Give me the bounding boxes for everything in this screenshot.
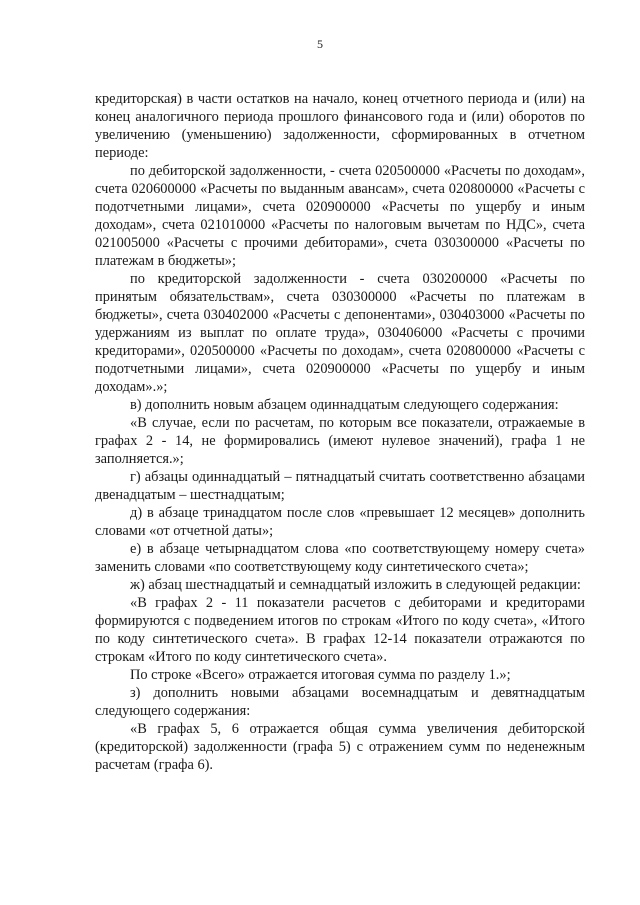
paragraph-4: в) дополнить новым абзацем одиннадцатым следующего содержания: <box>130 397 559 413</box>
paragraph-7: д) в абзаце тринадцатом после слов «превышает 12 месяцев» дополнить словами «от отчетной даты»; <box>95 505 585 539</box>
page-number: 5 <box>317 37 323 51</box>
paragraph-5: «В случае, если по расчетам, по которым все показатели, отражаемые в графах 2 - 14, не формировались (имеют нулевое значений), графа 1 не заполняется.»; <box>95 415 585 467</box>
paragraph-9: ж) абзац шестнадцатый и семнадцатый изложить в следующей редакции: <box>130 577 581 593</box>
paragraph-8: е) в абзаце четырнадцатом слова «по соответствующему номеру счета» заменить словами «по соответствующему коду синтетического счета»; <box>95 541 585 575</box>
paragraph-3: по кредиторской задолженности - счета 030200000 «Расчеты по принятым обязательствам», счета 030300000 «Расчеты по платежам в бюджеты», счета 030402000 «Расчеты с депонентами», 030403000 «Расчеты по удержаниям из выплат по оплате труда», 030406000 «Расчеты с прочими кредиторами», 020500000 «Расчеты по доходам», счета 020800000 «Расчеты с подотчетными лицами», счета 020900000 «Расчеты по ущербу и иным доходам».»; <box>95 271 585 395</box>
paragraph-1: кредиторская) в части остатков на начало, конец отчетного периода и (или) на конец аналогичного периода прошлого финансового года и (или) оборотов по увеличению (уменьшению) задолженности, сформированных в отчетном периоде: <box>95 91 585 161</box>
paragraph-2: по дебиторской задолженности, - счета 020500000 «Расчеты по доходам», счета 020600000 «Расчеты по выданным авансам», счета 020800000 «Расчеты с подотчетными лицами», счета 020900000 «Расчеты по ущербу и иным доходам», счета 021010000 «Расчеты по налоговым вычетам по НДС», счета 021005000 «Расчеты с прочими дебиторами», счета 030300000 «Расчеты по платежам в бюджеты»; <box>95 163 585 269</box>
paragraph-10: «В графах 2 - 11 показатели расчетов с дебиторами и кредиторами формируются с подведением итогов по строкам «Итого по коду счета», «Итого по коду синтетического счета». В графах 12-14 показатели отражаются по строкам «Итого по коду синтетического счета». <box>95 595 585 665</box>
paragraph-12: з) дополнить новыми абзацами восемнадцатым и девятнадцатым следующего содержания: <box>95 685 585 719</box>
paragraph-6: г) абзацы одиннадцатый – пятнадцатый считать соответственно абзацами двенадцатым – шестнадцатым; <box>95 469 585 503</box>
document-body <box>95 90 585 774</box>
paragraph-13: «В графах 5, 6 отражается общая сумма увеличения дебиторской (кредиторской) задолженности (графа 5) с отражением сумм по неденежным расчетам (графа 6). <box>95 721 585 773</box>
paragraph-11: По строке «Всего» отражается итоговая сумма по разделу 1.»; <box>130 667 511 683</box>
